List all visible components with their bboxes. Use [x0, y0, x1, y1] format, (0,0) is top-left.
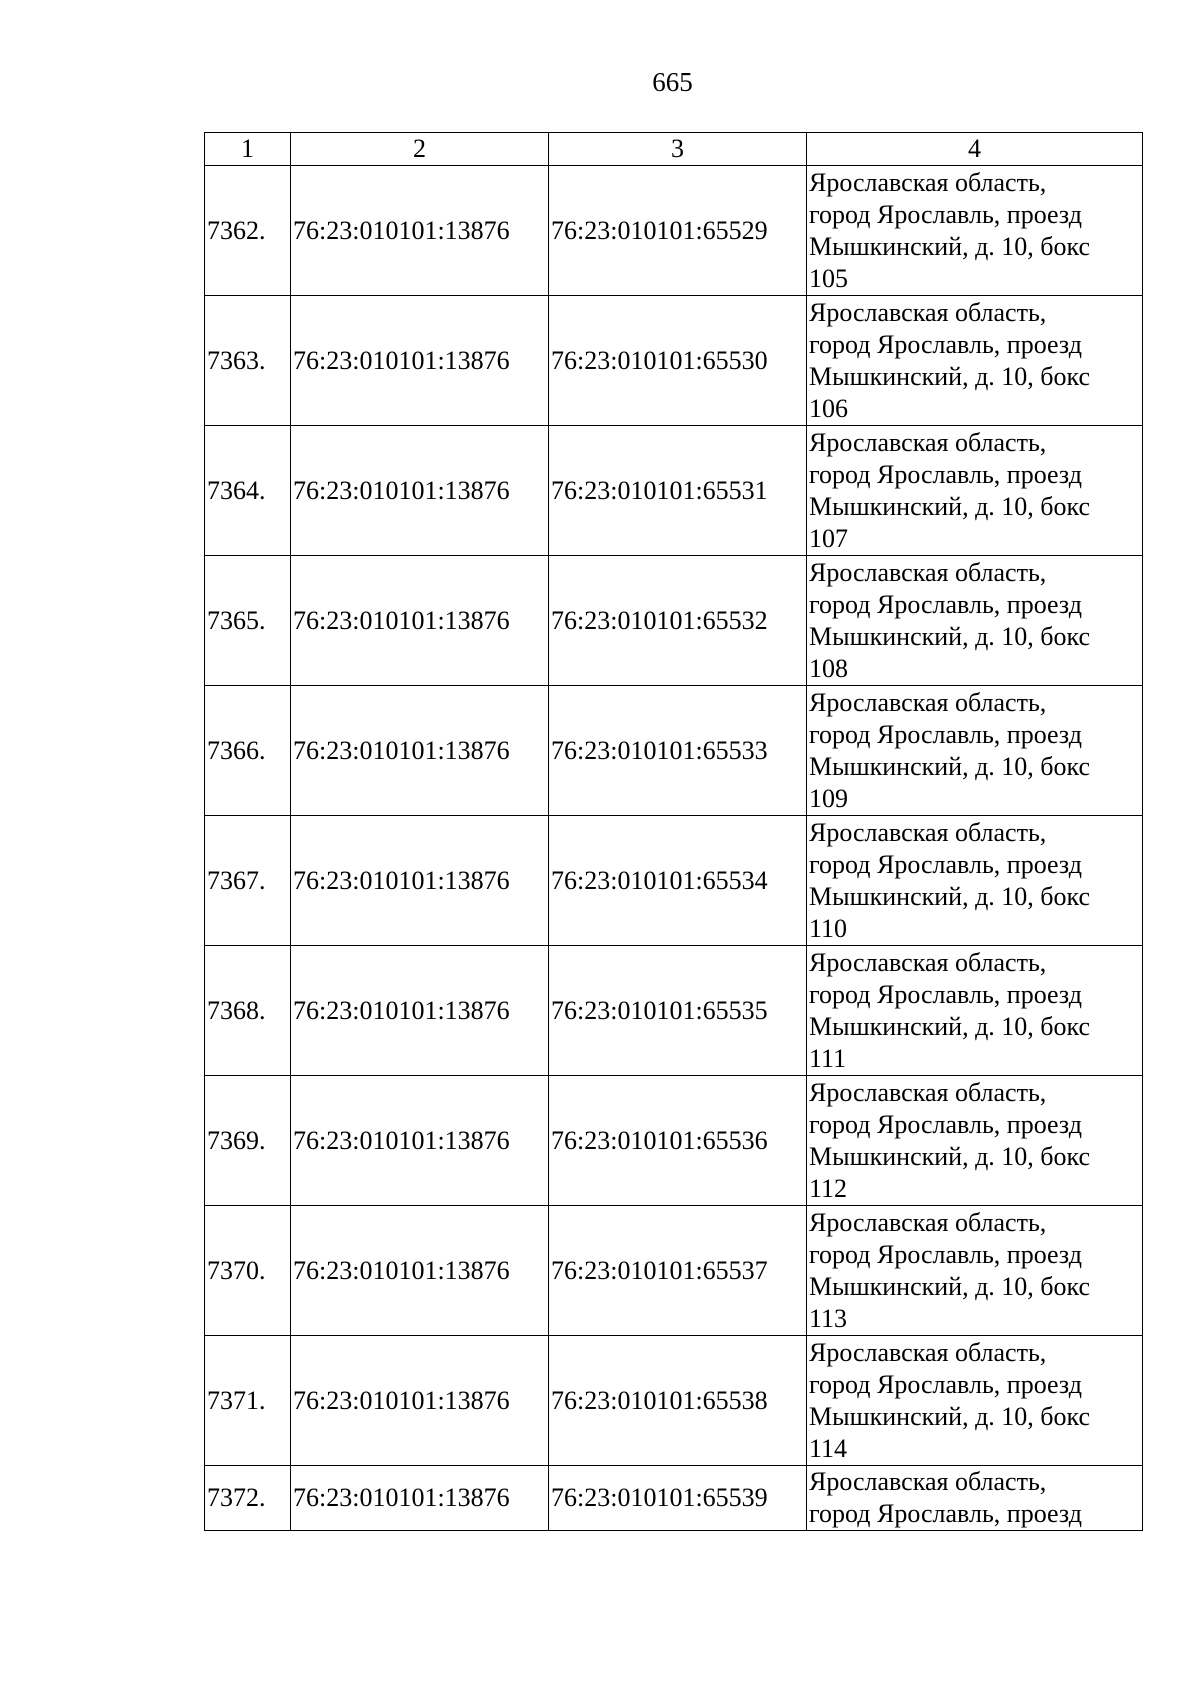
- row-number: 7371.: [205, 1336, 291, 1466]
- object-cadastral-number: 76:23:010101:65538: [549, 1336, 807, 1466]
- object-cadastral-number: 76:23:010101:65539: [549, 1466, 807, 1531]
- table-row: [205, 556, 1143, 686]
- object-cadastral-number: 76:23:010101:65534: [549, 816, 807, 946]
- row-number: 7363.: [205, 296, 291, 426]
- parcel-cadastral-number: 76:23:010101:13876: [291, 426, 549, 556]
- address-line: Ярославская область,: [809, 947, 1047, 977]
- parcel-cadastral-number: 76:23:010101:13876: [291, 946, 549, 1076]
- address-line: Мышкинский, д. 10, бокс: [809, 361, 1091, 391]
- row-number: 7367.: [205, 816, 291, 946]
- address-cell: [807, 816, 1143, 946]
- address-line: Мышкинский, д. 10, бокс: [809, 1271, 1091, 1301]
- address-line: 113: [809, 1303, 848, 1333]
- table-row: [205, 946, 1143, 1076]
- object-cadastral-number: 76:23:010101:65531: [549, 426, 807, 556]
- address-line: город Ярославль, проезд: [809, 329, 1082, 359]
- address-cell: [807, 1466, 1143, 1531]
- object-cadastral-number: 76:23:010101:65532: [549, 556, 807, 686]
- table-row: [205, 426, 1143, 556]
- parcel-cadastral-number: 76:23:010101:13876: [291, 296, 549, 426]
- address-line: Мышкинский, д. 10, бокс: [809, 1141, 1091, 1171]
- row-number: 7364.: [205, 426, 291, 556]
- parcel-cadastral-number: 76:23:010101:13876: [291, 1206, 549, 1336]
- address-line: Ярославская область,: [809, 297, 1047, 327]
- column-header-3: 3: [549, 133, 807, 166]
- cadastral-table: [204, 132, 1143, 1531]
- address-line: Мышкинский, д. 10, бокс: [809, 621, 1091, 651]
- address-cell: [807, 1336, 1143, 1466]
- address-cell: [807, 1076, 1143, 1206]
- address-cell: [807, 946, 1143, 1076]
- object-cadastral-number: 76:23:010101:65533: [549, 686, 807, 816]
- parcel-cadastral-number: 76:23:010101:13876: [291, 556, 549, 686]
- address-line: Мышкинский, д. 10, бокс: [809, 231, 1091, 261]
- address-line: Ярославская область,: [809, 1337, 1047, 1367]
- table-row: [205, 296, 1143, 426]
- address-line: 110: [809, 913, 848, 943]
- parcel-cadastral-number: 76:23:010101:13876: [291, 166, 549, 296]
- address-line: 106: [809, 393, 848, 423]
- address-line: 109: [809, 783, 848, 813]
- parcel-cadastral-number: 76:23:010101:13876: [291, 686, 549, 816]
- table-row: [205, 1466, 1143, 1531]
- table-row: [205, 166, 1143, 296]
- object-cadastral-number: 76:23:010101:65529: [549, 166, 807, 296]
- address-line: Ярославская область,: [809, 167, 1047, 197]
- column-header-4: 4: [807, 133, 1143, 166]
- address-line: Мышкинский, д. 10, бокс: [809, 751, 1091, 781]
- address-line: город Ярославль, проезд: [809, 1499, 1082, 1528]
- address-line: Мышкинский, д. 10, бокс: [809, 1011, 1091, 1041]
- parcel-cadastral-number: 76:23:010101:13876: [291, 816, 549, 946]
- address-line: 107: [809, 523, 848, 553]
- address-line: город Ярославль, проезд: [809, 849, 1082, 879]
- parcel-cadastral-number: 76:23:010101:13876: [291, 1466, 549, 1531]
- address-line: город Ярославль, проезд: [809, 199, 1082, 229]
- address-line: Ярославская область,: [809, 427, 1047, 457]
- address-line: город Ярославль, проезд: [809, 979, 1082, 1009]
- address-cell: [807, 1206, 1143, 1336]
- object-cadastral-number: 76:23:010101:65537: [549, 1206, 807, 1336]
- address-line: 111: [809, 1043, 847, 1073]
- table-row: [205, 1336, 1143, 1466]
- row-number: 7368.: [205, 946, 291, 1076]
- address-line: город Ярославль, проезд: [809, 1239, 1082, 1269]
- object-cadastral-number: 76:23:010101:65536: [549, 1076, 807, 1206]
- address-line: город Ярославль, проезд: [809, 719, 1082, 749]
- row-number: 7370.: [205, 1206, 291, 1336]
- address-cell: [807, 426, 1143, 556]
- address-line: Ярославская область,: [809, 817, 1047, 847]
- row-number: 7362.: [205, 166, 291, 296]
- address-cell: [807, 686, 1143, 816]
- address-line: Мышкинский, д. 10, бокс: [809, 881, 1091, 911]
- address-line: город Ярославль, проезд: [809, 589, 1082, 619]
- table-header-row: [205, 133, 1143, 166]
- address-line: 105: [809, 263, 848, 293]
- parcel-cadastral-number: 76:23:010101:13876: [291, 1076, 549, 1206]
- row-number: 7366.: [205, 686, 291, 816]
- column-header-2: 2: [291, 133, 549, 166]
- address-line: 112: [809, 1173, 848, 1203]
- address-line: 108: [809, 653, 848, 683]
- row-number: 7365.: [205, 556, 291, 686]
- address-line: 114: [809, 1433, 848, 1463]
- address-line: город Ярославль, проезд: [809, 1369, 1082, 1399]
- table-row: [205, 686, 1143, 816]
- address-cell: [807, 296, 1143, 426]
- object-cadastral-number: 76:23:010101:65530: [549, 296, 807, 426]
- row-number: 7369.: [205, 1076, 291, 1206]
- address-line: Ярославская область,: [809, 1077, 1047, 1107]
- address-line: город Ярославль, проезд: [809, 1109, 1082, 1139]
- address-cell: [807, 556, 1143, 686]
- parcel-cadastral-number: 76:23:010101:13876: [291, 1336, 549, 1466]
- table-row: [205, 816, 1143, 946]
- object-cadastral-number: 76:23:010101:65535: [549, 946, 807, 1076]
- address-line: Ярославская область,: [809, 1207, 1047, 1237]
- column-header-1: 1: [205, 133, 291, 166]
- row-number: 7372.: [205, 1466, 291, 1531]
- address-line: город Ярославль, проезд: [809, 459, 1082, 489]
- address-line: Мышкинский, д. 10, бокс: [809, 491, 1091, 521]
- address-line: Мышкинский, д. 10, бокс: [809, 1401, 1091, 1431]
- table-row: [205, 1206, 1143, 1336]
- address-line: Ярославская область,: [809, 557, 1047, 587]
- address-cell: [807, 166, 1143, 296]
- address-line: Ярославская область,: [809, 687, 1047, 717]
- table-row: [205, 1076, 1143, 1206]
- address-line: Ярославская область,: [809, 1467, 1047, 1496]
- page-number: 665: [652, 67, 693, 97]
